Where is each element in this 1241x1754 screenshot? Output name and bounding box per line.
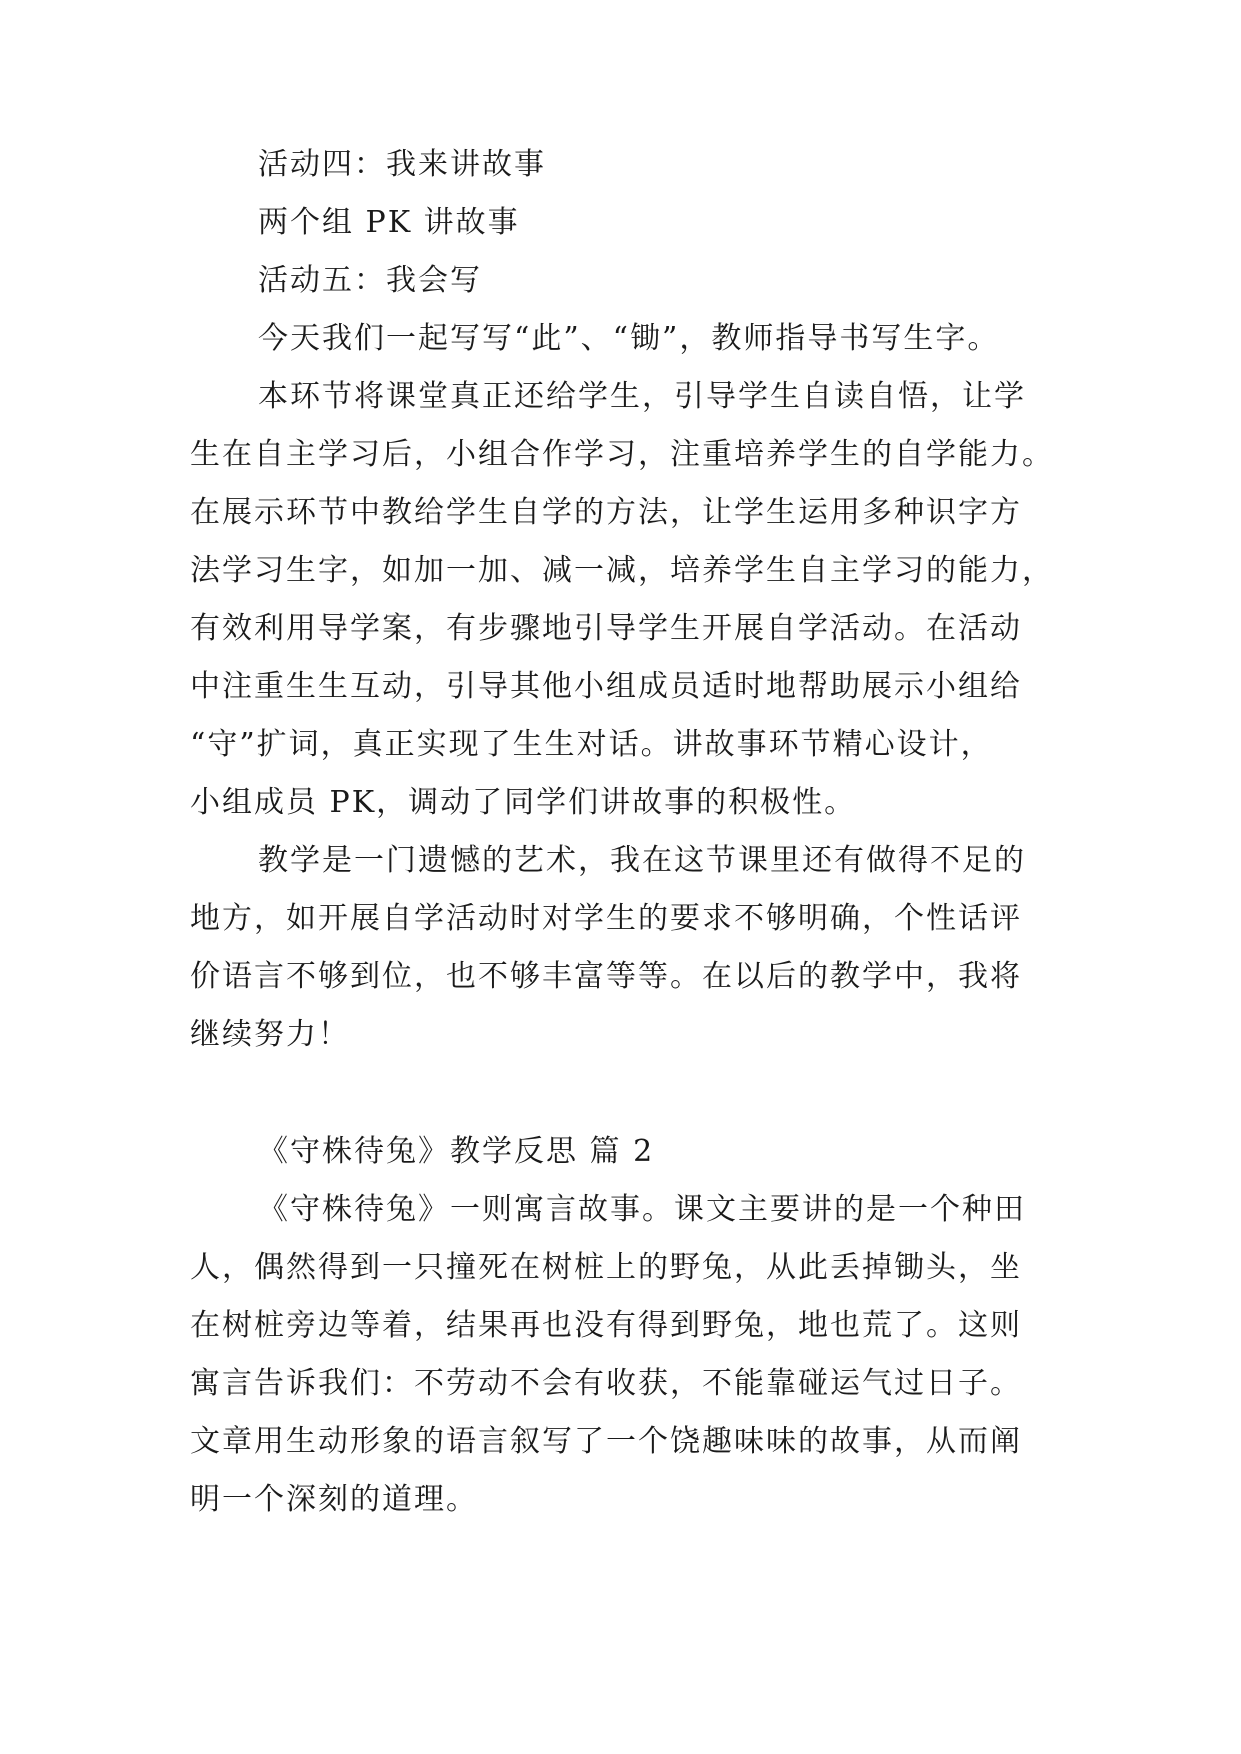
reflection-para1-line: 中注重生生互动，引导其他小组成员适时地帮助展示小组给 [190, 669, 1022, 704]
section2-para-line: 明一个深刻的道理。 [190, 1482, 478, 1517]
section2-para-line: 在树桩旁边等着，结果再也没有得到野兔，地也荒了。这则 [190, 1308, 1022, 1343]
reflection-para2-line: 地方，如开展自学活动时对学生的要求不够明确，个性话评 [190, 901, 1022, 936]
reflection-para2-line: 教学是一门遗憾的艺术，我在这节课里还有做得不足的 [258, 843, 1026, 878]
reflection-para1-line: 有效利用导学案，有步骤地引导学生开展自学活动。在活动 [190, 611, 1022, 646]
section2-para-line: 人，偶然得到一只撞死在树桩上的野兔，从此丢掉锄头，坐 [190, 1250, 1022, 1285]
reflection-para2-line: 价语言不够到位，也不够丰富等等。在以后的教学中，我将 [190, 959, 1022, 994]
reflection-para1-line: 本环节将课堂真正还给学生，引导学生自读自悟，让学 [258, 379, 1026, 414]
reflection-para2-line: 继续努力！ [190, 1017, 350, 1052]
section2-para-line: 《守株待兔》一则寓言故事。课文主要讲的是一个种田 [258, 1192, 1026, 1227]
reflection-para1-line: 法学习生字，如加一加、减一减，培养学生自主学习的能力， [190, 553, 1054, 588]
reflection-para1-line: 在展示环节中教给学生自学的方法，让学生运用多种识字方 [190, 495, 1022, 530]
activity4-heading: 活动四：我来讲故事 [258, 147, 546, 182]
reflection-para1-line: 小组成员 PK，调动了同学们讲故事的积极性。 [190, 785, 857, 820]
section2-para-line: 文章用生动形象的语言叙写了一个饶趣味味的故事，从而阐 [190, 1424, 1022, 1459]
reflection-para1-line: 生在自主学习后，小组合作学习，注重培养学生的自学能力。 [190, 437, 1054, 472]
section2-para-line: 寓言告诉我们：不劳动不会有收获，不能靠碰运气过日子。 [190, 1366, 1022, 1401]
section2-title: 《守株待兔》教学反思 篇 2 [258, 1134, 655, 1169]
activity4-text: 两个组 PK 讲故事 [258, 205, 520, 240]
activity5-heading: 活动五：我会写 [258, 263, 482, 298]
reflection-para1-line: “守”扩词，真正实现了生生对话。讲故事环节精心设计， [190, 727, 993, 762]
activity5-text: 今天我们一起写写“此”、“锄”，教师指导书写生字。 [258, 321, 1000, 356]
